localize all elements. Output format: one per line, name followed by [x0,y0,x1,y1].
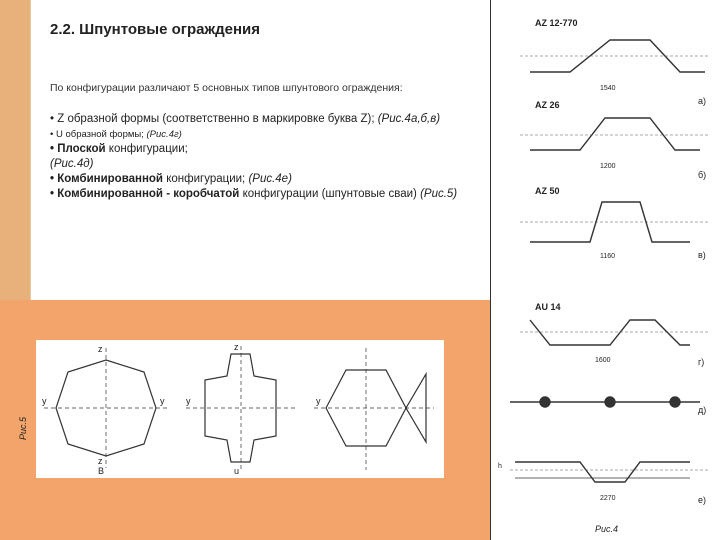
fig5-label-y-right: y [160,396,165,406]
bullet-combined [50,172,470,187]
bullet-flat [50,142,470,172]
subfig-v: в) [698,250,706,260]
profile-name-az12: AZ 12-770 [535,18,578,28]
bullet-z-ref: (Рис.4а,б,в) [377,113,441,125]
bullet-flat-bold: • Плоской [50,143,106,155]
subfig-e: е) [698,495,707,505]
figure-5-panel [36,340,444,478]
bullet-combined-bold: • Комбинированной [50,173,164,185]
figure-5-caption: Рис.5 [18,416,28,440]
fig5-label-y2: y [186,396,191,406]
dim-az26-width: 1200 [600,163,616,170]
profile-name-az50: AZ 50 [535,186,560,196]
subfig-d: д) [698,405,707,415]
bullet-box-text: конфигурации (шпунтовые сваи) [239,188,421,200]
bullet-box-bold: • Комбинированной - коробчатой [50,188,240,200]
subfig-a: а) [698,96,707,106]
fig5-label-y-left: y [42,396,47,406]
figure-4-caption: Рис.4 [595,524,619,534]
accent-bar [0,0,30,300]
fig5-label-y3: y [316,396,321,406]
profile-name-az26: AZ 26 [535,100,560,110]
bullet-u-text: • U образной формы; [50,129,147,140]
bullet-box [50,187,470,202]
fig5-label-z-top: z [98,344,103,354]
bullet-box-ref: (Рис.5) [420,188,458,200]
bullet-list [50,112,470,202]
profile-name-au14: AU 14 [535,302,561,312]
bullet-u-ref: (Рис.4г) [146,129,182,140]
subfig-g: г) [698,357,705,367]
dim-combined-width: 2270 [600,495,616,502]
bullet-flat-text: конфигурации; [105,143,188,155]
intro-text: По конфигурации различают 5 основных типов шпунтового ограждения: [50,82,403,94]
dim-au14-width: 1600 [595,357,611,364]
profile-combined [515,462,690,482]
bullet-combined-ref: (Рис.4е) [248,173,292,185]
profile-au14 [530,320,690,345]
bullet-u [50,127,470,142]
accent-divider [30,0,31,300]
bullet-flat-ref: (Рис.4д) [50,158,94,170]
fig5-label-z2: z [234,342,239,352]
figure-5-drawing [36,340,444,478]
figure-4-drawing [490,0,720,540]
dim-az12-width: 1540 [600,85,616,92]
dim-az50-width: 1160 [600,253,616,260]
fig5-label-u: u [234,466,240,476]
bullet-z [50,112,470,127]
slide-title: 2.2. Шпунтовые ограждения [50,21,261,38]
dim-combined-h: h [498,463,502,470]
profile-az26 [530,118,700,150]
subfig-b: б) [698,170,707,180]
fig5-label-b: B [98,466,105,476]
fig5-label-z-bottom: z [98,456,103,466]
bullet-z-text: • Z образной формы (соответственно в маркировке буква Z); [50,113,378,125]
bullet-combined-text: конфигурации; [163,173,249,185]
